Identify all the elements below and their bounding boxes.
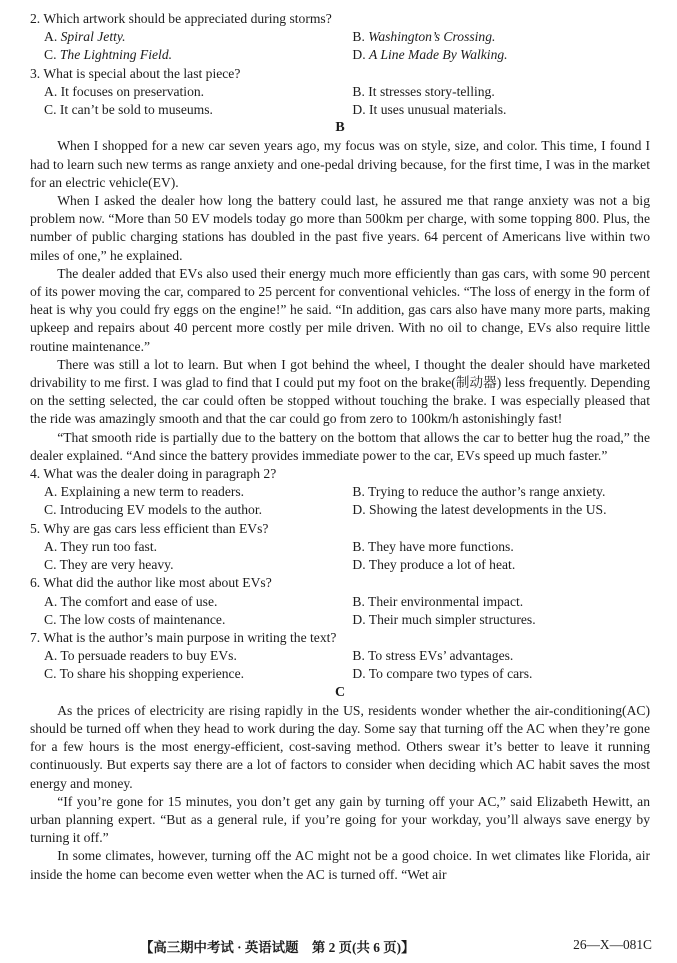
answer-option xyxy=(30,647,352,665)
answer-option xyxy=(30,538,352,556)
question-options xyxy=(30,28,650,64)
answer-option xyxy=(30,83,352,101)
answer-option xyxy=(30,611,352,629)
answer-option xyxy=(30,665,352,683)
section-b-label: B xyxy=(335,120,345,136)
option-text: The low costs of maintenance. xyxy=(59,611,226,627)
passage-paragraph: In some climates, however, turning off the AC might not be a good choice. In wet climates like Florida, air inside the home can become even wetter when the AC is turned off. “Wet air xyxy=(30,848,650,882)
option-text: Their much simpler structures. xyxy=(368,611,536,627)
answer-option xyxy=(30,28,352,46)
option-letter: D. xyxy=(352,611,369,627)
answer-option xyxy=(30,556,352,574)
option-letter: C. xyxy=(44,557,60,573)
option-letter: B. xyxy=(352,648,369,664)
answer-option xyxy=(352,611,650,629)
option-letter: B. xyxy=(352,484,369,500)
option-text: The Lightning Field. xyxy=(59,47,173,63)
option-text: They run too fast. xyxy=(60,538,158,554)
question-options xyxy=(30,83,650,119)
option-letter: A. xyxy=(44,593,61,609)
passage-paragraph: The dealer added that EVs also used their energy much more efficiently than gas cars, with some 90 percent of its power moving the car, compared to 25 percent for conventional vehicles. “The loss of energy in the form of heat is why you could fry eggs on the engine!” he said. “In addition, gas cars also have many more parts, making upkeep and repairs about 40 percent more costly per mile driven. With no oil to change, EVs also require little routine maintenance.” xyxy=(30,265,650,354)
question-options xyxy=(30,593,650,629)
footer-code: 26—X—081C xyxy=(573,937,652,952)
option-text: Trying to reduce the author’s range anxiety. xyxy=(368,484,606,500)
answer-option xyxy=(352,46,650,64)
passage-paragraph: “If you’re gone for 15 minutes, you don’t get any gain by turning off your AC,” said Elizabeth Hewitt, an urban planning expert. “But as a general rule, if you’re going for your workday, you’ll always save energy by turning it off.” xyxy=(30,793,650,846)
option-letter: A. xyxy=(44,29,61,45)
option-text: It can’t be sold to museums. xyxy=(59,102,213,118)
option-text: Spiral Jetty. xyxy=(60,29,126,45)
option-letter: A. xyxy=(44,648,61,664)
option-text: Explaining a new term to readers. xyxy=(60,484,245,500)
option-letter: D. xyxy=(352,557,369,573)
option-letter: C. xyxy=(44,47,60,63)
page-footer xyxy=(140,937,652,956)
option-letter: D. xyxy=(352,502,370,518)
answer-option xyxy=(352,28,650,46)
questions-section-b xyxy=(30,465,650,683)
answer-option xyxy=(352,665,650,683)
option-letter: C. xyxy=(44,502,60,518)
answer-option xyxy=(30,101,352,119)
section-c-label: C xyxy=(334,684,346,700)
option-text: To stress EVs’ advantages. xyxy=(368,648,514,664)
option-letter: B. xyxy=(352,83,369,99)
answer-option xyxy=(352,483,650,501)
option-text: Their environmental impact. xyxy=(368,593,524,609)
passage-b xyxy=(30,137,650,465)
option-text: Washington’s Crossing. xyxy=(368,29,496,45)
passage-paragraph: When I asked the dealer how long the battery could last, he assured me that range anxiety was not a big problem now. “More than 50 EV models today go more than 500km per charge, with some topping 800. Plus, the number of public charging stations has doubled in the past five years. 64 percent of Americans live within two miles of one,” he explained. xyxy=(30,193,650,263)
footer-title: 【高三期中考试 · 英语试题 第 2 页(共 6 页)】 xyxy=(140,940,415,955)
option-text: They produce a lot of heat. xyxy=(368,557,516,573)
option-letter: A. xyxy=(44,538,61,554)
answer-option xyxy=(352,101,650,119)
option-text: To persuade readers to buy EVs. xyxy=(60,648,237,664)
option-text: The comfort and ease of use. xyxy=(60,593,218,609)
option-text: It focuses on preservation. xyxy=(60,83,205,99)
option-text: To share his shopping experience. xyxy=(59,666,245,682)
option-letter: A. xyxy=(44,83,61,99)
answer-option xyxy=(30,46,352,64)
passage-c xyxy=(30,702,650,884)
option-letter: D. xyxy=(352,666,369,682)
question-stem: 4. What was the dealer doing in paragraph 2? xyxy=(30,466,277,482)
option-letter: D. xyxy=(352,47,370,63)
passage-paragraph: There was still a lot to learn. But when I got behind the wheel, I thought the dealer should have marketed drivability to me first. I was glad to find that I could put my foot on the brake(制动器) less frequently. Depending on the setting selected, the car could often be stopped without touching the brake. I was especially pleased that the ride was amazingly smooth and that the car could go from zero to 100km/h astonishingly fast! xyxy=(30,356,650,427)
option-text: They are very heavy. xyxy=(59,557,174,573)
option-letter: A. xyxy=(44,484,61,500)
question-options xyxy=(30,647,650,683)
option-text: To compare two types of cars. xyxy=(368,666,533,682)
question-stem: 5. Why are gas cars less efficient than EVs? xyxy=(30,520,269,536)
answer-option xyxy=(352,83,650,101)
answer-option xyxy=(352,501,650,519)
option-letter: C. xyxy=(44,102,60,118)
option-text: It stresses story-telling. xyxy=(368,83,495,99)
answer-option xyxy=(30,483,352,501)
option-letter: D. xyxy=(352,102,370,118)
option-text: They have more functions. xyxy=(368,538,514,554)
question-stem: 7. What is the author’s main purpose in writing the text? xyxy=(30,629,337,645)
option-letter: C. xyxy=(44,611,60,627)
question-options xyxy=(30,538,650,574)
answer-option xyxy=(352,647,650,665)
passage-paragraph: When I shopped for a new car seven years ago, my focus was on style, size, and color. This time, I found I had to learn such new terms as range anxiety and one-pedal driving because, for the first time, I was in the market for an electric vehicle(EV). xyxy=(30,138,650,190)
questions-section-a xyxy=(30,10,650,119)
option-text: It uses unusual materials. xyxy=(369,102,507,118)
answer-option xyxy=(352,593,650,611)
option-letter: B. xyxy=(352,593,369,609)
option-letter: B. xyxy=(352,538,369,554)
question-stem: 3. What is special about the last piece? xyxy=(30,65,241,81)
exam-page xyxy=(30,10,650,884)
question-options xyxy=(30,483,650,519)
answer-option xyxy=(352,538,650,556)
answer-option xyxy=(30,501,352,519)
option-text: Showing the latest developments in the US. xyxy=(369,502,607,518)
question-stem: 2. Which artwork should be appreciated during storms? xyxy=(30,11,332,26)
option-letter: B. xyxy=(352,29,369,45)
answer-option xyxy=(352,556,650,574)
option-text: A Line Made By Walking. xyxy=(369,47,508,63)
passage-paragraph: “That smooth ride is partially due to the battery on the bottom that allows the car to better hug the road,” the dealer explained. “And since the battery provides immediate power to the car, EVs speed up much faster.” xyxy=(30,429,650,463)
option-letter: C. xyxy=(44,666,60,682)
question-stem: 6. What did the author like most about EVs? xyxy=(30,575,272,591)
option-text: Introducing EV models to the author. xyxy=(59,502,262,518)
answer-option xyxy=(30,593,352,611)
passage-paragraph: As the prices of electricity are rising rapidly in the US, residents wonder whether the air-conditioning(AC) should be turned off when they head to work during the day. Some say that turning off the AC when they’re gone for a few hours is the most energy-efficient, cost-saving method. Others swear it’s better to leave it running continuously. But experts say there are a lot of factors to consider when deciding which AC habit saves the most energy and money. xyxy=(30,702,650,791)
